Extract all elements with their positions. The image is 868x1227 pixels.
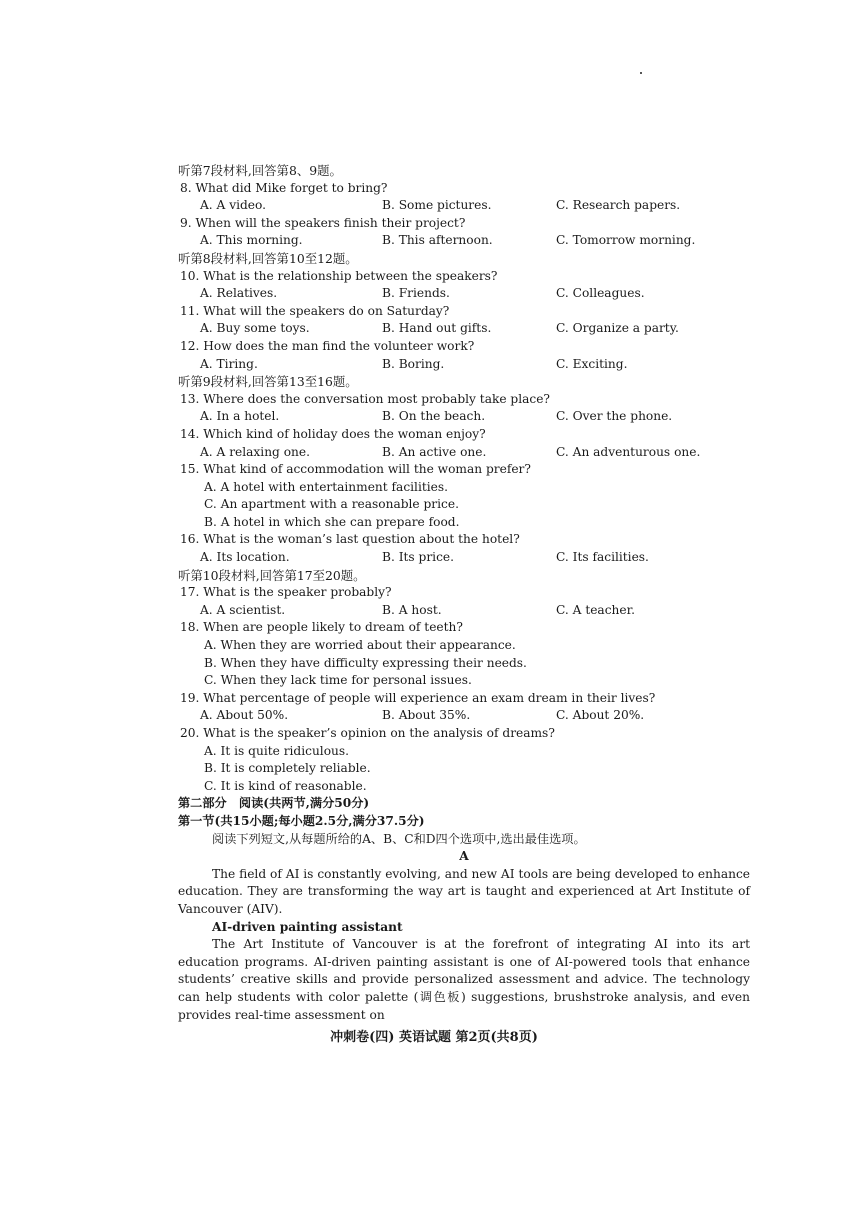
- question-11: 11. What will the speakers do on Saturday?: [180, 303, 450, 318]
- option-a: A. Tiring.: [200, 356, 258, 371]
- option-b: B. Its price.: [382, 550, 454, 565]
- option-a: A. When they are worried about their appearance.: [204, 638, 516, 653]
- option-c: C. Colleagues.: [556, 286, 645, 301]
- section-header-7: 听第7段材料,回答第8、9题。: [178, 163, 342, 178]
- option-a: A. A relaxing one.: [200, 444, 310, 459]
- question-9: 9. When will the speakers finish their project?: [180, 215, 466, 230]
- question-16: 16. What is the woman’s last question about the hotel?: [180, 532, 520, 547]
- option-b: B. When they have difficulty expressing their needs.: [204, 655, 527, 670]
- section-header-8: 听第8段材料,回答第10至12题。: [178, 250, 358, 266]
- option-b: B. Some pictures.: [382, 198, 492, 213]
- option-c: C. It is kind of reasonable.: [204, 778, 367, 793]
- question-20: 20. What is the speaker’s opinion on the analysis of dreams?: [180, 726, 555, 740]
- option-c: C. Tomorrow morning.: [556, 233, 696, 248]
- option-c: C. Research papers.: [556, 198, 681, 213]
- options-11: [178, 320, 750, 338]
- option-b: B. A hotel in which she can prepare food.: [204, 514, 460, 529]
- option-c: C. Organize a party.: [556, 321, 679, 336]
- option-c: C. Exciting.: [556, 356, 628, 371]
- section-header-10: 听第10段材料,回答第17至20题。: [178, 567, 366, 583]
- option-c: C. A teacher.: [556, 602, 635, 617]
- option-c: C. An adventurous one.: [556, 444, 701, 459]
- option-b: B. About 35%.: [382, 708, 471, 723]
- options-16: [178, 549, 750, 567]
- passage-heading: AI-driven painting assistant: [212, 919, 403, 934]
- options-19: [178, 707, 750, 725]
- option-c: C. When they lack time for personal issues.: [204, 673, 472, 688]
- option-b: B. Boring.: [382, 356, 445, 371]
- option-a: A. A hotel with entertainment facilities.: [204, 479, 448, 494]
- question-8: 8. What did Mike forget to bring?: [180, 180, 388, 195]
- option-b: B. It is completely reliable.: [204, 761, 371, 776]
- option-b: B. On the beach.: [382, 409, 486, 424]
- page-footer: 冲刺卷(四) 英语试题 第2页(共8页): [330, 1030, 538, 1045]
- option-a: A. Relatives.: [200, 286, 278, 301]
- option-c: C. About 20%.: [556, 708, 645, 723]
- question-18: 18. When are people likely to dream of teeth?: [180, 620, 463, 635]
- option-c: C. Its facilities.: [556, 550, 649, 565]
- option-b: B. Friends.: [382, 286, 450, 301]
- question-10: 10. What is the relationship between the speakers?: [180, 268, 498, 283]
- passage-paragraph-1: The field of AI is constantly evolving, and new AI tools are being developed to enhance education. They are transforming the way art is taught and experienced at Art Institute of Vancouver (AIV).: [178, 866, 750, 916]
- reading-instruction: 阅读下列短文,从每题所给的A、B、C和D四个选项中,选出最佳选项。: [212, 831, 586, 846]
- option-b: B. A host.: [382, 602, 442, 617]
- question-19: 19. What percentage of people will experience an exam dream in their lives?: [180, 690, 656, 705]
- option-b: B. An active one.: [382, 444, 487, 459]
- section-header-9: 听第9段材料,回答第13至16题。: [178, 374, 358, 390]
- page-content: [178, 162, 750, 1024]
- question-17: 17. What is the speaker probably?: [180, 585, 392, 600]
- option-a: A. About 50%.: [200, 708, 289, 723]
- option-a: A. It is quite ridiculous.: [204, 743, 350, 758]
- passage-letter: A: [459, 849, 469, 864]
- question-13: 13. Where does the conversation most probably take place?: [180, 391, 550, 406]
- options-12: [178, 356, 750, 374]
- option-a: A. A scientist.: [200, 602, 286, 617]
- option-a: A. Buy some toys.: [200, 321, 310, 336]
- option-a: A. A video.: [200, 198, 267, 213]
- options-13: [178, 408, 750, 426]
- option-c: C. An apartment with a reasonable price.: [204, 497, 459, 512]
- question-15: 15. What kind of accommodation will the woman prefer?: [180, 462, 531, 477]
- option-a: A. Its location.: [200, 550, 290, 565]
- options-9: [178, 232, 750, 250]
- scan-speck: [640, 72, 642, 74]
- options-10: [178, 285, 750, 303]
- option-a: A. In a hotel.: [200, 409, 280, 424]
- option-b: B. Hand out gifts.: [382, 321, 492, 336]
- part-two-title: 第二部分 阅读(共两节,满分50分): [178, 796, 370, 811]
- question-12: 12. How does the man find the volunteer work?: [180, 338, 475, 353]
- question-14: 14. Which kind of holiday does the woman enjoy?: [180, 426, 486, 441]
- options-8: [178, 197, 750, 215]
- option-b: B. This afternoon.: [382, 233, 493, 248]
- passage-paragraph-2: The Art Institute of Vancouver is at the forefront of integrating AI into its art education programs. AI-driven painting assistant is one of AI-powered tools that enhance students’ creative skills and provide personalized assessment and advice. The technology can help students with color palette (调色板) suggestions, brushstroke analysis, and even provides real-time assessment on: [178, 937, 750, 1022]
- option-a: A. This morning.: [200, 233, 303, 248]
- option-c: C. Over the phone.: [556, 409, 673, 424]
- section-one-title: 第一节(共15小题;每小题2.5分,满分37.5分): [178, 813, 425, 828]
- options-17: [178, 602, 750, 620]
- options-14: [178, 444, 750, 462]
